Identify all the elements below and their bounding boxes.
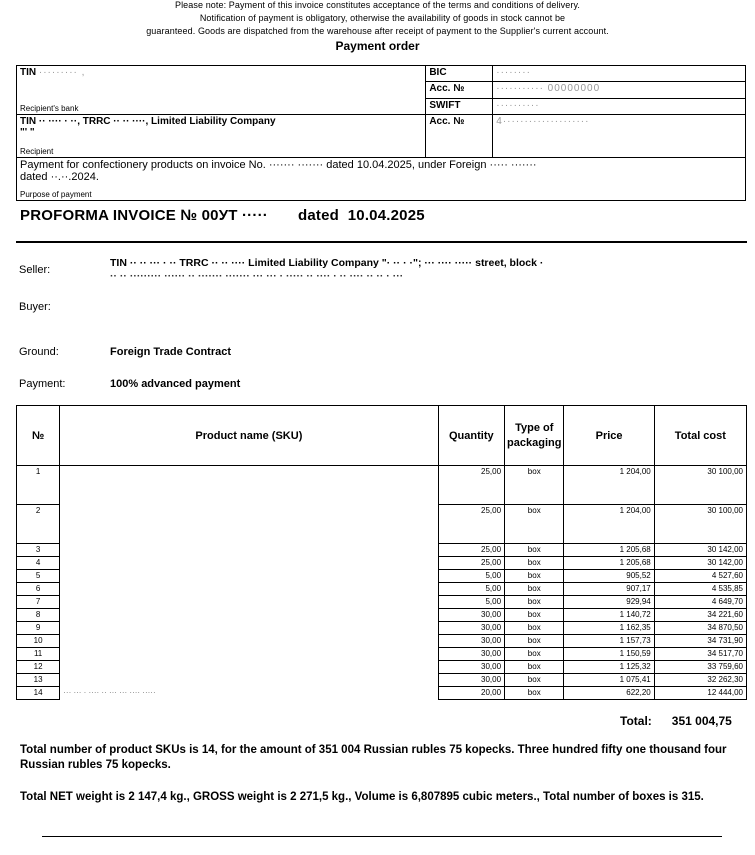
row-packaging: box	[505, 661, 564, 674]
row-number: 1	[17, 466, 60, 505]
ground-value: Foreign Trade Contract	[110, 346, 232, 358]
row-total: 34 221,60	[654, 609, 746, 622]
row-packaging: box	[505, 674, 564, 687]
invoice-number: PROFORMA INVOICE № 00УТ ·····	[20, 207, 268, 224]
payment-label: Payment:	[19, 378, 66, 390]
row-total: 30 100,00	[654, 505, 746, 544]
row-total: 4 535,85	[654, 583, 746, 596]
recipient-label: Recipient	[20, 147, 54, 156]
row-number: 6	[17, 583, 60, 596]
header-price: Price	[564, 406, 654, 466]
row-quantity: 30,00	[438, 622, 505, 635]
total-row	[620, 714, 732, 728]
row-number: 10	[17, 635, 60, 648]
seller-label: Seller:	[19, 264, 51, 276]
row-packaging: box	[505, 687, 564, 700]
total-label: Total:	[620, 714, 652, 728]
row-number: 14	[17, 687, 60, 700]
row-total: 30 100,00	[654, 466, 746, 505]
row-total: 34 870,50	[654, 622, 746, 635]
row-packaging: box	[505, 622, 564, 635]
row-price: 1 157,73	[564, 635, 654, 648]
payment-order-table	[16, 65, 746, 201]
acc-value: ··········· 00000000	[493, 82, 746, 98]
row-quantity: 30,00	[438, 609, 505, 622]
buyer-label: Buyer:	[19, 301, 51, 313]
purpose-label: Purpose of payment	[20, 190, 92, 199]
table-row	[17, 570, 747, 583]
header-packaging: Type of packaging	[505, 406, 564, 466]
row-price: 1 204,00	[564, 466, 654, 505]
table-row	[17, 648, 747, 661]
recipients-bank-label: Recipient's bank	[20, 104, 79, 113]
invoice-date: 10.04.2025	[347, 207, 425, 224]
row-quantity: 30,00	[438, 648, 505, 661]
purpose-text: Payment for confectionery products on invoice No. ······· ······· dated 10.04.2025, under Foreign ····· ·······	[20, 159, 537, 171]
swift-label: SWIFT	[429, 99, 461, 111]
row-packaging: box	[505, 466, 564, 505]
signature-line	[42, 836, 722, 837]
row-packaging: box	[505, 583, 564, 596]
purpose-text-2: dated ··.··.2024.	[20, 171, 99, 183]
row-quantity: 5,00	[438, 570, 505, 583]
summary-sku: Total number of product SKUs is 14, for the amount of 351 004 Russian rubles 75 kopecks. Three hundred fifty one thousand four Russian rubles 75 kopecks.	[20, 744, 727, 771]
acc2-value: 4····················	[493, 115, 746, 158]
row-total: 30 142,00	[654, 544, 746, 557]
row-total: 4 527,60	[654, 570, 746, 583]
row-product-name	[60, 466, 438, 505]
row-price: 622,20	[564, 687, 654, 700]
acc2-label: Acc. №	[429, 116, 465, 127]
row-product-name	[60, 609, 438, 622]
row-product-name	[60, 583, 438, 596]
swift-value: ··········	[493, 98, 746, 114]
table-row	[17, 661, 747, 674]
table-row	[17, 466, 747, 505]
notice-line-3: guaranteed. Goods are dispatched from the warehouse after receipt of payment to the Supplier's current account.	[146, 26, 609, 36]
row-number: 12	[17, 661, 60, 674]
row-quantity: 20,00	[438, 687, 505, 700]
row-price: 907,17	[564, 583, 654, 596]
tin-label: TIN	[20, 67, 37, 78]
header-total: Total cost	[654, 406, 746, 466]
row-number: 3	[17, 544, 60, 557]
row-product-name	[60, 648, 438, 661]
row-total: 34 731,90	[654, 635, 746, 648]
row-quantity: 25,00	[438, 505, 505, 544]
seller-value: TIN ·· ·· ··· · ·· TRRC ·· ·· ···· Limited Liability Company "· ·· · ·"; ··· ···· ····· street, block ·	[110, 257, 544, 269]
row-total: 32 262,30	[654, 674, 746, 687]
table-row	[17, 609, 747, 622]
table-row	[17, 557, 747, 570]
acc-label: Acc. №	[429, 83, 465, 95]
row-price: 1 140,72	[564, 609, 654, 622]
header-name: Product name (SKU)	[60, 406, 438, 466]
row-total: 12 444,00	[654, 687, 746, 700]
notice-line-1: Please note: Payment of this invoice constitutes acceptance of the terms and conditions of delivery.	[174, 0, 581, 10]
row-packaging: box	[505, 635, 564, 648]
row-product-name	[60, 622, 438, 635]
table-row	[17, 583, 747, 596]
row-number: 11	[17, 648, 60, 661]
row-total: 34 517,70	[654, 648, 746, 661]
table-row	[17, 635, 747, 648]
bic-label: BIC	[429, 67, 447, 78]
ground-label: Ground:	[19, 346, 59, 358]
row-number: 4	[17, 557, 60, 570]
purpose-cell	[17, 158, 746, 201]
row-quantity: 30,00	[438, 661, 505, 674]
row-number: 13	[17, 674, 60, 687]
payment-notice	[0, 0, 755, 38]
row-total: 33 759,60	[654, 661, 746, 674]
row-quantity: 25,00	[438, 544, 505, 557]
recipient-text-2: "' "	[20, 127, 35, 138]
row-quantity: 5,00	[438, 583, 505, 596]
row-product-name	[60, 661, 438, 674]
row-product-name	[60, 596, 438, 609]
row-number: 5	[17, 570, 60, 583]
title-divider	[16, 241, 747, 243]
items-table	[16, 405, 747, 700]
row-packaging: box	[505, 648, 564, 661]
bic-value: ········	[493, 66, 746, 82]
table-row	[17, 687, 747, 700]
table-row	[17, 622, 747, 635]
notice-line-2: Notification of payment is obligatory, otherwise the availability of goods in stock cannot be	[199, 13, 566, 23]
row-number: 9	[17, 622, 60, 635]
row-packaging: box	[505, 609, 564, 622]
row-product-name	[60, 544, 438, 557]
row-quantity: 30,00	[438, 674, 505, 687]
invoice-title	[20, 207, 425, 224]
items-body	[17, 466, 747, 700]
row-quantity: 25,00	[438, 557, 505, 570]
row-quantity: 30,00	[438, 635, 505, 648]
tin-value: ········· ,	[38, 67, 86, 78]
row-packaging: box	[505, 596, 564, 609]
row-price: 905,52	[564, 570, 654, 583]
row-quantity: 5,00	[438, 596, 505, 609]
seller-value-2: ·· ·· ········· ······ ·· ······· ······· ··· ··· · ····· ·· ···· · ·· ···· ·· ·· · ···	[110, 270, 404, 282]
table-row	[17, 505, 747, 544]
row-total: 30 142,00	[654, 557, 746, 570]
recipient-text: TIN ·· ···· · ··, TRRC ·· ·· ····, Limited Liability Company	[20, 116, 276, 127]
row-price: 1 162,35	[564, 622, 654, 635]
row-price: 1 150,59	[564, 648, 654, 661]
row-product-name	[60, 505, 438, 544]
row-product-name	[60, 557, 438, 570]
recipients-bank-cell	[17, 66, 426, 115]
table-row	[17, 544, 747, 557]
row-price: 1 205,68	[564, 544, 654, 557]
row-number: 8	[17, 609, 60, 622]
invoice-dated-label: dated	[297, 207, 339, 224]
row-product-name	[60, 570, 438, 583]
payment-order-title: Payment order	[335, 39, 420, 53]
table-row	[17, 596, 747, 609]
row-price: 1 125,32	[564, 661, 654, 674]
row-number: 7	[17, 596, 60, 609]
payment-value: 100% advanced payment	[110, 378, 241, 390]
row-price: 1 075,41	[564, 674, 654, 687]
summary-weight: Total NET weight is 2 147,4 kg., GROSS weight is 2 271,5 kg., Volume is 6,807895 cubic meters., Total number of boxes is 315.	[20, 791, 704, 803]
total-value: 351 004,75	[671, 714, 732, 728]
row-price: 929,94	[564, 596, 654, 609]
row-number: 2	[17, 505, 60, 544]
table-row	[17, 674, 747, 687]
row-product-name: ··· ··· · ···· ·· ··· ··· ···· ·····	[60, 687, 438, 700]
row-total: 4 649,70	[654, 596, 746, 609]
row-packaging: box	[505, 505, 564, 544]
row-price: 1 204,00	[564, 505, 654, 544]
recipient-cell	[17, 115, 426, 158]
row-packaging: box	[505, 570, 564, 583]
header-no: №	[17, 406, 60, 466]
header-qty: Quantity	[438, 406, 505, 466]
row-price: 1 205,68	[564, 557, 654, 570]
row-packaging: box	[505, 557, 564, 570]
row-product-name	[60, 674, 438, 687]
row-packaging: box	[505, 544, 564, 557]
row-product-name	[60, 635, 438, 648]
row-quantity: 25,00	[438, 466, 505, 505]
